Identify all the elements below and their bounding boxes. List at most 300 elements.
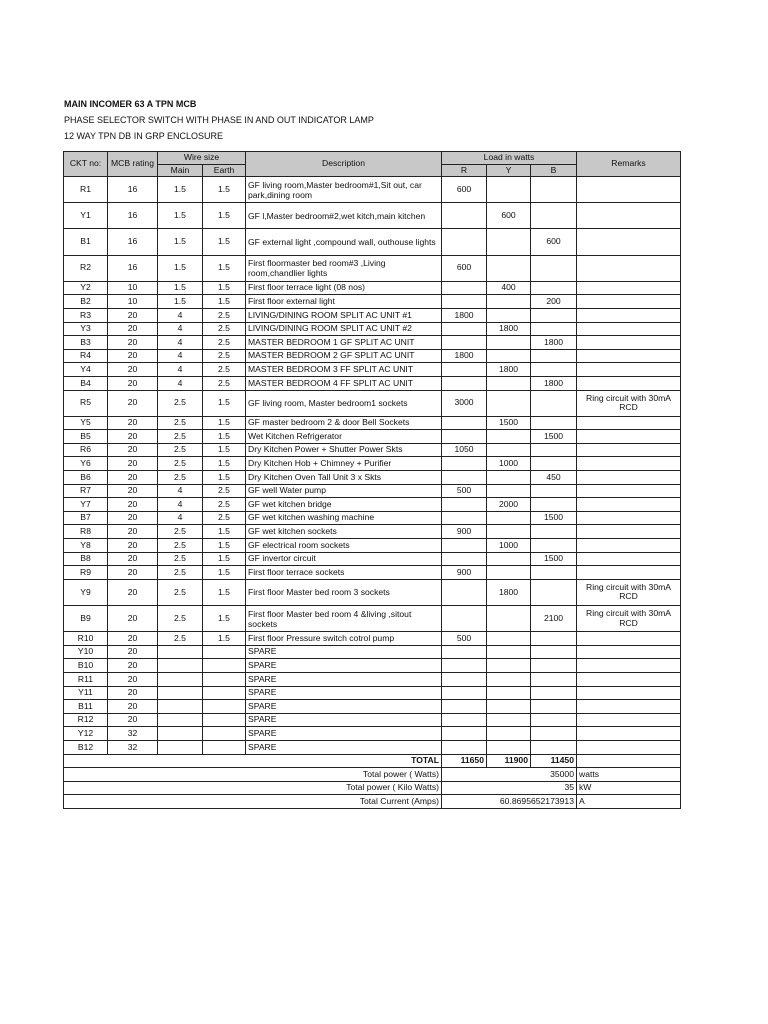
- mcb-rating-cell: 20: [108, 511, 158, 525]
- load-b-cell: [531, 566, 577, 580]
- remarks-cell: [577, 416, 681, 430]
- wire-earth-cell: 2.5: [203, 376, 246, 390]
- load-b-cell: [531, 659, 577, 673]
- description-cell: GF living room,Master bedroom#1,Sit out, car park,dining room: [246, 177, 442, 203]
- total-r: 11650: [442, 754, 487, 768]
- description-cell: GF electrical room sockets: [246, 539, 442, 553]
- header-ckt-no: CKT no:: [64, 152, 108, 177]
- load-b-cell: [531, 700, 577, 714]
- load-y-cell: [487, 308, 531, 322]
- load-y-cell: [487, 471, 531, 485]
- ckt-no-cell: B8: [64, 552, 108, 566]
- summary-unit: kW: [577, 781, 681, 795]
- load-y-cell: [487, 229, 531, 255]
- wire-main-cell: 2.5: [158, 443, 203, 457]
- header-description: Description: [246, 152, 442, 177]
- load-r-cell: [442, 471, 487, 485]
- summary-value: 35000: [442, 768, 577, 782]
- remarks-cell: [577, 443, 681, 457]
- load-r-cell: [442, 511, 487, 525]
- load-y-cell: [487, 700, 531, 714]
- load-y-cell: [487, 686, 531, 700]
- load-r-cell: [442, 713, 487, 727]
- load-r-cell: [442, 322, 487, 336]
- heading-line-3: 12 WAY TPN DB IN GRP ENCLOSURE: [64, 131, 224, 141]
- wire-earth-cell: 2.5: [203, 336, 246, 350]
- header-earth: Earth: [203, 165, 246, 177]
- mcb-rating-cell: 20: [108, 363, 158, 377]
- description-cell: GF invertor circuit: [246, 552, 442, 566]
- wire-main-cell: 1.5: [158, 281, 203, 295]
- ckt-no-cell: B2: [64, 295, 108, 309]
- mcb-rating-cell: 20: [108, 659, 158, 673]
- wire-main-cell: 2.5: [158, 579, 203, 605]
- summary-label: Total Current (Amps): [64, 795, 442, 809]
- ckt-no-cell: B6: [64, 471, 108, 485]
- load-y-cell: 1800: [487, 322, 531, 336]
- wire-main-cell: [158, 740, 203, 754]
- wire-earth-cell: 1.5: [203, 255, 246, 281]
- load-y-cell: [487, 295, 531, 309]
- table-row: [64, 457, 681, 471]
- table-row: [64, 727, 681, 741]
- mcb-rating-cell: 20: [108, 498, 158, 512]
- wire-main-cell: 2.5: [158, 457, 203, 471]
- ckt-no-cell: Y6: [64, 457, 108, 471]
- load-b-cell: [531, 177, 577, 203]
- load-y-cell: 1500: [487, 416, 531, 430]
- remarks-cell: [577, 203, 681, 229]
- load-b-cell: 450: [531, 471, 577, 485]
- remarks-cell: [577, 281, 681, 295]
- wire-main-cell: [158, 672, 203, 686]
- remarks-cell: [577, 511, 681, 525]
- remarks-cell: [577, 539, 681, 553]
- wire-earth-cell: 1.5: [203, 539, 246, 553]
- table-row: [64, 740, 681, 754]
- load-r-cell: [442, 539, 487, 553]
- mcb-rating-cell: 20: [108, 336, 158, 350]
- description-cell: GF external light ,compound wall, outhouse lights: [246, 229, 442, 255]
- ckt-no-cell: Y5: [64, 416, 108, 430]
- ckt-no-cell: R6: [64, 443, 108, 457]
- wire-earth-cell: [203, 740, 246, 754]
- load-b-cell: [531, 686, 577, 700]
- load-r-cell: 1050: [442, 443, 487, 457]
- wire-main-cell: 4: [158, 498, 203, 512]
- description-cell: First floor Pressure switch cotrol pump: [246, 632, 442, 646]
- table-row: [64, 659, 681, 673]
- load-y-cell: [487, 645, 531, 659]
- mcb-rating-cell: 20: [108, 525, 158, 539]
- load-r-cell: [442, 672, 487, 686]
- header-phase-b: B: [531, 165, 577, 177]
- description-cell: LIVING/DINING ROOM SPLIT AC UNIT #2: [246, 322, 442, 336]
- load-y-cell: [487, 525, 531, 539]
- table-row: [64, 349, 681, 363]
- load-b-cell: [531, 322, 577, 336]
- load-r-cell: 900: [442, 525, 487, 539]
- load-b-cell: 1800: [531, 336, 577, 350]
- wire-earth-cell: 2.5: [203, 349, 246, 363]
- load-b-cell: 1500: [531, 430, 577, 444]
- load-y-cell: [487, 484, 531, 498]
- description-cell: GF master bedroom 2 & door Bell Sockets: [246, 416, 442, 430]
- load-r-cell: [442, 430, 487, 444]
- mcb-rating-cell: 32: [108, 740, 158, 754]
- wire-earth-cell: 2.5: [203, 308, 246, 322]
- wire-main-cell: 4: [158, 336, 203, 350]
- ckt-no-cell: B9: [64, 606, 108, 632]
- wire-main-cell: 2.5: [158, 525, 203, 539]
- table-row: [64, 281, 681, 295]
- wire-main-cell: 4: [158, 349, 203, 363]
- description-cell: GF living room, Master bedroom1 sockets: [246, 390, 442, 416]
- table-row: [64, 566, 681, 580]
- ckt-no-cell: R12: [64, 713, 108, 727]
- description-cell: First floor Master bed room 4 &living ,sitout sockets: [246, 606, 442, 632]
- mcb-rating-cell: 20: [108, 471, 158, 485]
- load-r-cell: 600: [442, 255, 487, 281]
- remarks-cell: [577, 672, 681, 686]
- load-b-cell: 200: [531, 295, 577, 309]
- table-row: [64, 632, 681, 646]
- total-b: 11450: [531, 754, 577, 768]
- summary-row: [64, 781, 681, 795]
- wire-earth-cell: 1.5: [203, 416, 246, 430]
- load-r-cell: [442, 740, 487, 754]
- summary-label: Total power ( Kilo Watts): [64, 781, 442, 795]
- remarks-cell: [577, 713, 681, 727]
- load-y-cell: [487, 566, 531, 580]
- remarks-cell: Ring circuit with 30mA RCD: [577, 579, 681, 605]
- wire-earth-cell: 1.5: [203, 295, 246, 309]
- mcb-rating-cell: 20: [108, 430, 158, 444]
- table-row: [64, 416, 681, 430]
- table-row: [64, 579, 681, 605]
- wire-main-cell: 2.5: [158, 471, 203, 485]
- wire-earth-cell: [203, 672, 246, 686]
- ckt-no-cell: R7: [64, 484, 108, 498]
- load-b-cell: [531, 363, 577, 377]
- remarks-cell: [577, 457, 681, 471]
- table-row: [64, 336, 681, 350]
- description-cell: SPARE: [246, 700, 442, 714]
- load-y-cell: [487, 740, 531, 754]
- wire-earth-cell: 2.5: [203, 322, 246, 336]
- remarks-cell: [577, 336, 681, 350]
- ckt-no-cell: Y1: [64, 203, 108, 229]
- description-cell: GF wet kitchen sockets: [246, 525, 442, 539]
- load-r-cell: 3000: [442, 390, 487, 416]
- mcb-rating-cell: 20: [108, 376, 158, 390]
- wire-main-cell: [158, 659, 203, 673]
- summary-label: Total power ( Watts): [64, 768, 442, 782]
- ckt-no-cell: R9: [64, 566, 108, 580]
- table-row: [64, 511, 681, 525]
- load-b-cell: [531, 579, 577, 605]
- mcb-rating-cell: 16: [108, 255, 158, 281]
- remarks-cell: [577, 255, 681, 281]
- load-y-cell: [487, 713, 531, 727]
- wire-main-cell: 4: [158, 484, 203, 498]
- table-row: [64, 308, 681, 322]
- load-b-cell: [531, 740, 577, 754]
- description-cell: First floor external light: [246, 295, 442, 309]
- wire-main-cell: 1.5: [158, 295, 203, 309]
- load-r-cell: 900: [442, 566, 487, 580]
- load-b-cell: [531, 390, 577, 416]
- heading-line-2: PHASE SELECTOR SWITCH WITH PHASE IN AND OUT INDICATOR LAMP: [64, 115, 374, 125]
- wire-earth-cell: [203, 686, 246, 700]
- ckt-no-cell: Y11: [64, 686, 108, 700]
- load-r-cell: [442, 645, 487, 659]
- load-b-cell: [531, 645, 577, 659]
- ckt-no-cell: R4: [64, 349, 108, 363]
- load-b-cell: [531, 255, 577, 281]
- load-r-cell: 500: [442, 632, 487, 646]
- mcb-rating-cell: 20: [108, 632, 158, 646]
- wire-main-cell: 4: [158, 376, 203, 390]
- description-cell: First floor terrace sockets: [246, 566, 442, 580]
- remarks-cell: Ring circuit with 30mA RCD: [577, 390, 681, 416]
- remarks-cell: [577, 430, 681, 444]
- description-cell: GF wet kitchen bridge: [246, 498, 442, 512]
- summary-value: 60.8695652173913: [442, 795, 577, 809]
- header-load-in-watts: Load in watts: [442, 152, 577, 165]
- load-y-cell: [487, 727, 531, 741]
- load-y-cell: [487, 552, 531, 566]
- load-y-cell: [487, 511, 531, 525]
- total-row: [64, 754, 681, 768]
- ckt-no-cell: B4: [64, 376, 108, 390]
- description-cell: MASTER BEDROOM 3 FF SPLIT AC UNIT: [246, 363, 442, 377]
- remarks-cell: [577, 552, 681, 566]
- table-row: [64, 177, 681, 203]
- table-row: [64, 606, 681, 632]
- table-row: [64, 363, 681, 377]
- wire-main-cell: [158, 686, 203, 700]
- remarks-cell: [577, 229, 681, 255]
- ckt-no-cell: R8: [64, 525, 108, 539]
- wire-earth-cell: 1.5: [203, 430, 246, 444]
- mcb-rating-cell: 20: [108, 606, 158, 632]
- remarks-cell: [577, 645, 681, 659]
- mcb-rating-cell: 16: [108, 229, 158, 255]
- load-b-cell: [531, 713, 577, 727]
- summary-row: [64, 795, 681, 809]
- wire-earth-cell: 1.5: [203, 390, 246, 416]
- remarks-cell: [577, 484, 681, 498]
- remarks-cell: [577, 322, 681, 336]
- load-b-cell: 600: [531, 229, 577, 255]
- table-row: [64, 376, 681, 390]
- wire-main-cell: 4: [158, 322, 203, 336]
- table-row: [64, 255, 681, 281]
- table-row: [64, 322, 681, 336]
- load-r-cell: 1800: [442, 308, 487, 322]
- load-y-cell: 2000: [487, 498, 531, 512]
- remarks-cell: [577, 700, 681, 714]
- table-row: [64, 390, 681, 416]
- description-cell: First floor terrace light (08 nos): [246, 281, 442, 295]
- remarks-cell: [577, 308, 681, 322]
- description-cell: GF wet kitchen washing machine: [246, 511, 442, 525]
- description-cell: GF l,Master bedroom#2,wet kitch,main kitchen: [246, 203, 442, 229]
- ckt-no-cell: Y8: [64, 539, 108, 553]
- load-r-cell: 600: [442, 177, 487, 203]
- mcb-rating-cell: 16: [108, 203, 158, 229]
- load-y-cell: 1800: [487, 363, 531, 377]
- wire-main-cell: 2.5: [158, 416, 203, 430]
- ckt-no-cell: Y9: [64, 579, 108, 605]
- mcb-rating-cell: 20: [108, 390, 158, 416]
- description-cell: SPARE: [246, 645, 442, 659]
- load-r-cell: [442, 700, 487, 714]
- load-r-cell: [442, 727, 487, 741]
- load-r-cell: [442, 552, 487, 566]
- load-y-cell: [487, 390, 531, 416]
- load-b-cell: [531, 457, 577, 471]
- remarks-cell: [577, 740, 681, 754]
- header-mcb-rating: MCB rating: [108, 152, 158, 177]
- summary-unit: watts: [577, 768, 681, 782]
- ckt-no-cell: R3: [64, 308, 108, 322]
- wire-earth-cell: 1.5: [203, 281, 246, 295]
- description-cell: SPARE: [246, 740, 442, 754]
- table-row: [64, 539, 681, 553]
- load-y-cell: [487, 376, 531, 390]
- load-y-cell: 1800: [487, 579, 531, 605]
- load-b-cell: [531, 203, 577, 229]
- mcb-rating-cell: 16: [108, 177, 158, 203]
- ckt-no-cell: Y12: [64, 727, 108, 741]
- load-b-cell: [531, 632, 577, 646]
- description-cell: Dry Kitchen Oven Tall Unit 3 x Skts: [246, 471, 442, 485]
- mcb-rating-cell: 32: [108, 727, 158, 741]
- remarks-cell: Ring circuit with 30mA RCD: [577, 606, 681, 632]
- load-r-cell: [442, 498, 487, 512]
- table-header: [64, 152, 681, 177]
- description-cell: LIVING/DINING ROOM SPLIT AC UNIT #1: [246, 308, 442, 322]
- wire-earth-cell: [203, 645, 246, 659]
- load-y-cell: [487, 672, 531, 686]
- ckt-no-cell: R5: [64, 390, 108, 416]
- mcb-rating-cell: 20: [108, 322, 158, 336]
- remarks-cell: [577, 686, 681, 700]
- mcb-rating-cell: 10: [108, 295, 158, 309]
- mcb-rating-cell: 20: [108, 539, 158, 553]
- load-b-cell: [531, 672, 577, 686]
- mcb-rating-cell: 20: [108, 416, 158, 430]
- load-b-cell: [531, 525, 577, 539]
- description-cell: MASTER BEDROOM 1 GF SPLIT AC UNIT: [246, 336, 442, 350]
- description-cell: GF well Water pump: [246, 484, 442, 498]
- description-cell: SPARE: [246, 686, 442, 700]
- total-y: 11900: [487, 754, 531, 768]
- table-row: [64, 645, 681, 659]
- mcb-rating-cell: 20: [108, 672, 158, 686]
- description-cell: Wet Kitchen Refrigerator: [246, 430, 442, 444]
- mcb-rating-cell: 20: [108, 443, 158, 457]
- header-main: Main: [158, 165, 203, 177]
- mcb-rating-cell: 20: [108, 686, 158, 700]
- load-y-cell: [487, 659, 531, 673]
- wire-earth-cell: 1.5: [203, 632, 246, 646]
- mcb-rating-cell: 20: [108, 645, 158, 659]
- ckt-no-cell: B1: [64, 229, 108, 255]
- description-cell: SPARE: [246, 713, 442, 727]
- load-y-cell: [487, 430, 531, 444]
- table-row: [64, 471, 681, 485]
- remarks-cell: [577, 659, 681, 673]
- table-row: [64, 552, 681, 566]
- remarks-cell: [577, 632, 681, 646]
- wire-earth-cell: 1.5: [203, 443, 246, 457]
- header-phase-r: R: [442, 165, 487, 177]
- wire-earth-cell: [203, 659, 246, 673]
- mcb-rating-cell: 20: [108, 713, 158, 727]
- ckt-no-cell: B10: [64, 659, 108, 673]
- description-cell: Dry Kitchen Hob + Chimney + Purifier: [246, 457, 442, 471]
- load-r-cell: [442, 203, 487, 229]
- wire-earth-cell: [203, 713, 246, 727]
- load-r-cell: 1800: [442, 349, 487, 363]
- load-y-cell: 400: [487, 281, 531, 295]
- load-y-cell: [487, 349, 531, 363]
- table-row: [64, 443, 681, 457]
- load-r-cell: [442, 457, 487, 471]
- ckt-no-cell: R10: [64, 632, 108, 646]
- table-body: [64, 177, 681, 755]
- description-cell: SPARE: [246, 727, 442, 741]
- mcb-rating-cell: 20: [108, 308, 158, 322]
- wire-earth-cell: 1.5: [203, 552, 246, 566]
- wire-main-cell: 1.5: [158, 203, 203, 229]
- table-row: [64, 295, 681, 309]
- load-b-cell: [531, 727, 577, 741]
- load-b-cell: 1500: [531, 552, 577, 566]
- description-cell: SPARE: [246, 659, 442, 673]
- mcb-rating-cell: 20: [108, 579, 158, 605]
- load-r-cell: [442, 579, 487, 605]
- ckt-no-cell: Y4: [64, 363, 108, 377]
- wire-main-cell: 4: [158, 363, 203, 377]
- description-cell: MASTER BEDROOM 2 GF SPLIT AC UNIT: [246, 349, 442, 363]
- table-footer: [64, 754, 681, 808]
- mcb-rating-cell: 20: [108, 484, 158, 498]
- load-b-cell: 1500: [531, 511, 577, 525]
- load-r-cell: [442, 376, 487, 390]
- wire-main-cell: 1.5: [158, 255, 203, 281]
- table-row: [64, 700, 681, 714]
- load-r-cell: [442, 606, 487, 632]
- remarks-cell: [577, 525, 681, 539]
- remarks-cell: [577, 376, 681, 390]
- load-r-cell: [442, 363, 487, 377]
- wire-earth-cell: [203, 700, 246, 714]
- load-r-cell: [442, 336, 487, 350]
- load-y-cell: 600: [487, 203, 531, 229]
- distribution-board-table: [63, 151, 681, 809]
- remarks-cell: [577, 727, 681, 741]
- document-heading: [64, 96, 374, 144]
- load-y-cell: [487, 606, 531, 632]
- remarks-cell: [577, 471, 681, 485]
- mcb-rating-cell: 20: [108, 566, 158, 580]
- ckt-no-cell: B12: [64, 740, 108, 754]
- load-b-cell: [531, 498, 577, 512]
